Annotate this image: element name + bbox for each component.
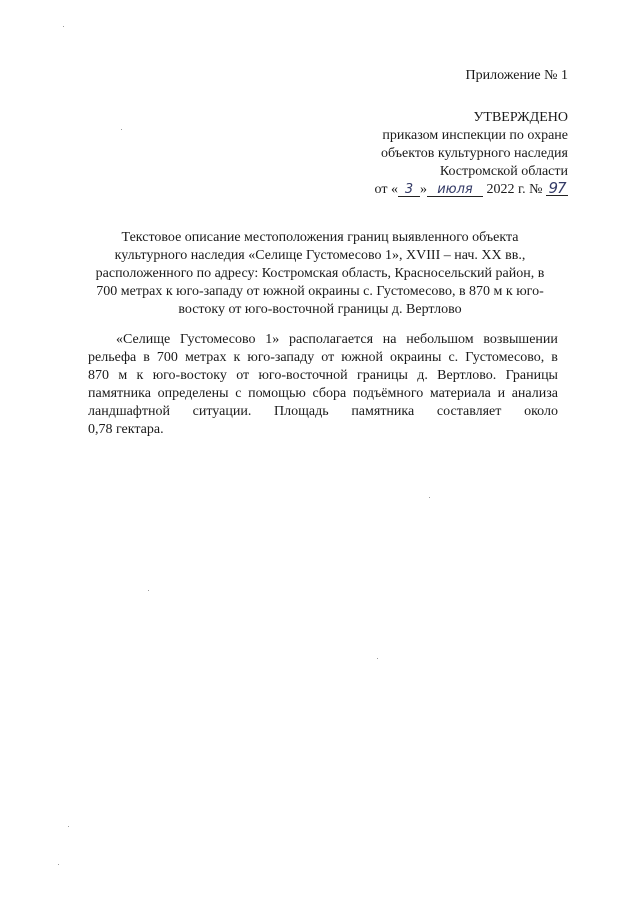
body-word: рельефа xyxy=(88,350,137,365)
heading-line-3: расположенного по адресу: Костромская область, Красносельский район, в xyxy=(95,266,545,281)
body-line-6: 0,78 гектара. xyxy=(88,422,164,437)
body-word: юго-западу xyxy=(247,350,315,365)
body-line-3 xyxy=(88,367,558,385)
document-heading xyxy=(60,229,580,319)
heading-line-5: востоку от юго-восточной границы д. Вертлово xyxy=(178,302,462,317)
approval-line-2: объектов культурного наследия xyxy=(380,146,568,161)
body-word: Вертлово. xyxy=(437,368,497,383)
body-word: памятника xyxy=(88,386,151,401)
scan-speck xyxy=(63,26,64,27)
body-word: д. xyxy=(417,368,428,383)
body-word: ландшафтной xyxy=(88,404,170,419)
body-word: к xyxy=(233,350,241,365)
body-word: м xyxy=(118,368,128,383)
body-word: Густомесово, xyxy=(465,350,545,365)
body-word: границы xyxy=(357,368,408,383)
date-prefix: от « xyxy=(374,182,398,197)
approval-date-line xyxy=(308,181,568,199)
body-word: сбора xyxy=(312,386,347,401)
scan-speck xyxy=(58,864,59,865)
body-word: в xyxy=(551,350,558,365)
body-line-2 xyxy=(88,349,558,367)
body-word: к xyxy=(136,368,144,383)
approval-block xyxy=(308,109,568,199)
heading-line-2: культурного наследия «Селище Густомесово 1», XVIII – нач. XX вв., xyxy=(114,248,526,263)
body-word: располагается xyxy=(289,332,374,347)
handwritten-order-number: 97 xyxy=(546,182,568,196)
body-paragraph xyxy=(88,331,558,439)
handwritten-day: 3 xyxy=(398,183,420,197)
body-word: составляет xyxy=(436,404,502,419)
body-word: «Селище xyxy=(116,332,171,347)
scan-speck xyxy=(121,129,122,130)
handwritten-month: июля xyxy=(427,183,483,197)
date-year: 2022 г. № xyxy=(486,182,543,197)
approval-line-3: Костромской области xyxy=(439,164,568,179)
body-word: Площадь xyxy=(274,404,329,419)
body-word: памятника xyxy=(351,404,415,419)
body-word: Густомесово xyxy=(179,332,256,347)
body-word: метрах xyxy=(184,350,227,365)
body-line-5 xyxy=(88,403,558,421)
body-word: анализа xyxy=(511,386,558,401)
body-word: помощью xyxy=(248,386,306,401)
scan-speck xyxy=(377,658,378,659)
body-word: Границы xyxy=(505,368,558,383)
scan-speck xyxy=(429,497,430,498)
body-word: от xyxy=(321,350,335,365)
body-word: подъёмного xyxy=(352,386,424,401)
body-line-4 xyxy=(88,385,558,403)
heading-line-4: 700 метрах к юго-западу от южной окраины с. Густомесово, в 870 м к юго- xyxy=(96,284,544,299)
body-word: в xyxy=(143,350,150,365)
body-word: 700 xyxy=(156,350,178,365)
approval-line-1: приказом инспекции по охране xyxy=(382,128,568,143)
body-word: на xyxy=(382,332,397,347)
body-word: определены xyxy=(157,386,229,401)
body-word: с xyxy=(235,386,242,401)
heading-line-1: Текстовое описание местоположения границ выявленного объекта xyxy=(121,230,519,245)
body-word: ситуации. xyxy=(192,404,252,419)
body-word: с. xyxy=(448,350,459,365)
body-word: и xyxy=(497,386,506,401)
date-mid: » xyxy=(419,182,427,197)
body-word: небольшом xyxy=(406,332,474,347)
body-line-1 xyxy=(88,331,558,349)
body-word: юго-востоку xyxy=(152,368,227,383)
appendix-label: Приложение № 1 xyxy=(465,68,568,83)
body-word: от xyxy=(236,368,250,383)
body-word: южной xyxy=(341,350,384,365)
body-word: материала xyxy=(429,386,491,401)
body-word: юго-восточной xyxy=(258,368,348,383)
body-word: 1» xyxy=(265,332,280,347)
body-word: возвышении xyxy=(483,332,558,347)
body-word: 870 xyxy=(88,368,109,383)
scan-speck xyxy=(68,826,69,827)
scan-speck xyxy=(148,590,149,591)
body-word: около xyxy=(524,404,558,419)
body-word: окраины xyxy=(390,350,442,365)
approval-title: УТВЕРЖДЕНО xyxy=(473,110,568,125)
